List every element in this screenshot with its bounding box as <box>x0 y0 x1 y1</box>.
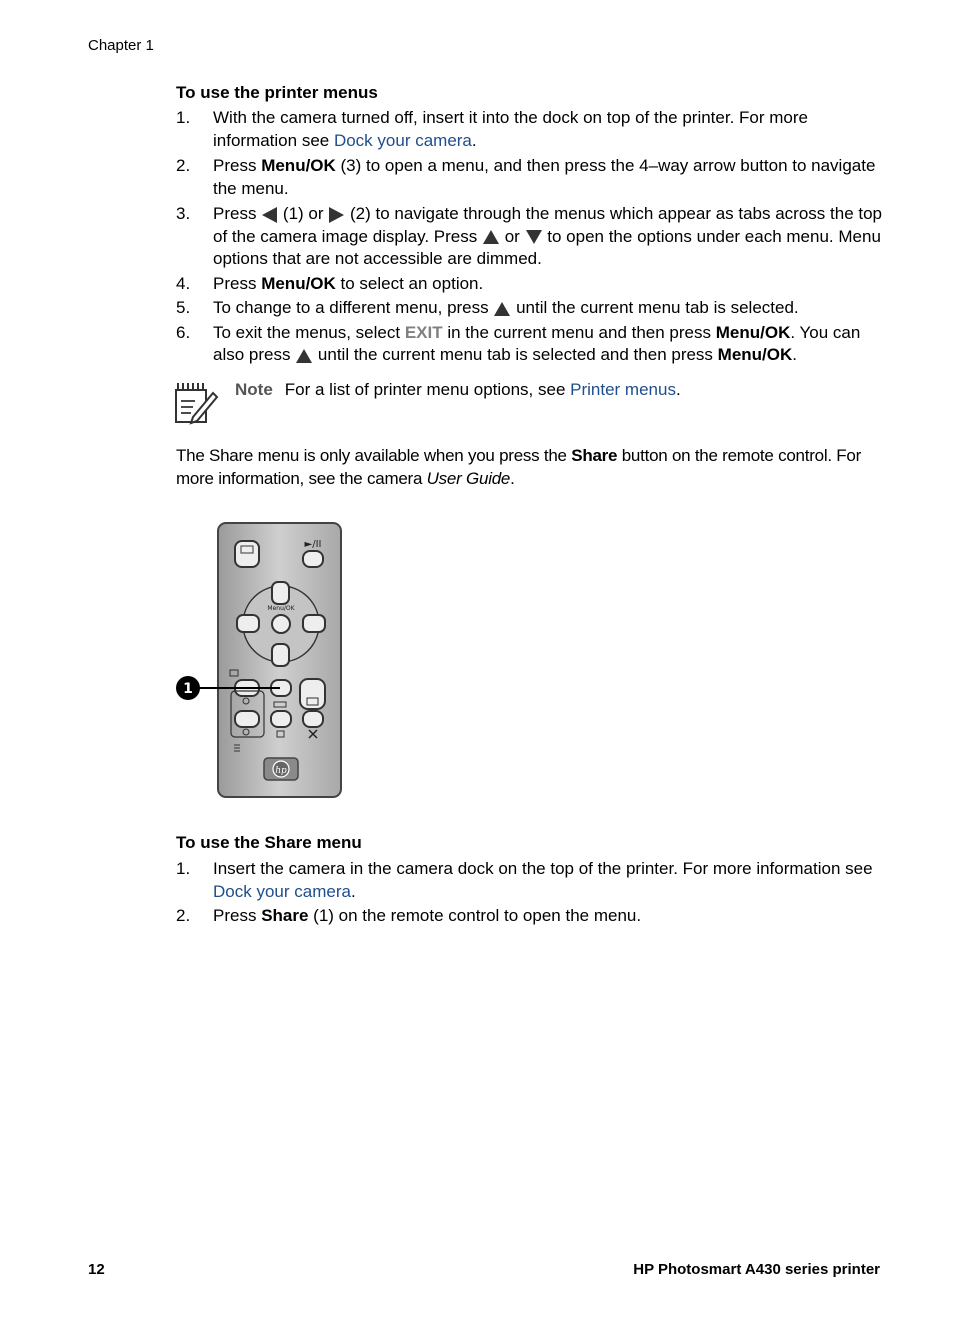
step-text: (2) to navigate through the menus which appear as tabs across the top of the camera image display. Press <box>213 204 883 246</box>
list-item <box>176 322 886 367</box>
up-arrow-icon <box>296 349 312 363</box>
step-number: 6. <box>176 322 191 342</box>
note-text: . <box>675 380 681 399</box>
list-item <box>176 203 886 271</box>
step-text: . <box>350 881 356 901</box>
step-text: to open the options under each menu. Menu options that are not accessible are dimmed. <box>213 226 881 268</box>
step-text: in the current menu and then press <box>442 322 716 342</box>
play-pause-label: ►/II <box>304 539 322 550</box>
paragraph-text: button on the remote control. For more information, see the camera <box>176 446 862 488</box>
step-number: 5. <box>176 298 191 317</box>
step-number: 4. <box>176 273 191 293</box>
paragraph-text: The Share menu is only available when you press the <box>176 446 572 465</box>
callout-1: 1 <box>183 681 193 697</box>
step-text: or <box>499 226 525 246</box>
svg-text:hp: hp <box>275 766 287 776</box>
note-icon <box>173 381 219 430</box>
italic-term: User Guide <box>426 468 511 488</box>
exit-menu-label: EXIT <box>404 322 443 342</box>
step-text: With the camera turned off, insert it into the dock on top of the printer. For more information see <box>213 108 808 150</box>
step-text: Insert the camera in the camera dock on the top of the printer. For more information see <box>213 859 873 878</box>
section-title-share-menu: To use the Share menu <box>176 833 362 852</box>
dock-your-camera-link[interactable]: Dock your camera <box>213 881 351 901</box>
step-text: Press <box>213 906 262 925</box>
step-number: 2. <box>176 906 191 925</box>
step-text: To exit the menus, select <box>213 322 405 342</box>
list-item <box>176 107 886 152</box>
bold-term: Menu/OK <box>261 156 336 175</box>
list-item <box>176 297 886 320</box>
share-menu-steps <box>176 858 886 930</box>
menu-ok-label: Menu/OK <box>267 605 295 612</box>
bold-term: Menu/OK <box>715 322 791 342</box>
step-text: (3) to open a menu, and then press the 4–way arrow button to navigate the menu. <box>213 156 876 198</box>
right-arrow-icon <box>329 207 344 223</box>
step-text: Press <box>213 204 262 223</box>
product-name: HP Photosmart A430 series printer <box>633 1261 880 1278</box>
bold-term: Share <box>571 446 618 465</box>
step-text: (1) on the remote control to open the menu. <box>308 906 642 925</box>
printer-menus-link[interactable]: Printer menus <box>570 380 676 399</box>
list-item <box>176 273 886 296</box>
section-title-printer-menus: To use the printer menus <box>176 83 378 102</box>
list-item <box>176 905 886 928</box>
left-arrow-icon <box>262 207 277 223</box>
step-text: until the current menu tab is selected. <box>511 298 799 317</box>
note-text: For a list of printer menu options, see <box>284 380 571 399</box>
step-text: until the current menu tab is selected and then press <box>313 345 718 364</box>
step-text: Press <box>213 273 262 293</box>
step-text: (1) or <box>278 204 329 223</box>
up-arrow-icon <box>483 230 499 244</box>
list-item <box>176 155 886 200</box>
remote-control-illustration <box>170 518 350 808</box>
step-text: . <box>792 345 798 364</box>
bold-term: Menu/OK <box>717 345 793 364</box>
step-number: 1. <box>176 859 191 878</box>
step-number: 2. <box>176 156 191 175</box>
step-text: To change to a different menu, press <box>213 298 494 317</box>
bold-term: Share <box>261 906 309 925</box>
step-text: . <box>471 130 477 150</box>
note-label: Note <box>235 380 273 399</box>
bold-term: Menu/OK <box>261 273 336 293</box>
down-arrow-icon <box>526 230 542 244</box>
step-number: 3. <box>176 204 191 223</box>
step-number: 1. <box>176 108 191 127</box>
step-text: Press <box>213 156 262 175</box>
printer-menus-steps <box>176 107 886 369</box>
step-text: . You can also press <box>213 322 861 364</box>
page-number: 12 <box>88 1261 105 1278</box>
step-text: to select an option. <box>335 273 484 293</box>
share-paragraph <box>176 445 886 490</box>
list-item <box>176 858 886 903</box>
chapter-header: Chapter 1 <box>88 37 154 54</box>
paragraph-text: . <box>510 468 515 488</box>
note <box>235 379 875 402</box>
dock-your-camera-link[interactable]: Dock your camera <box>333 130 472 150</box>
up-arrow-icon <box>494 302 510 316</box>
